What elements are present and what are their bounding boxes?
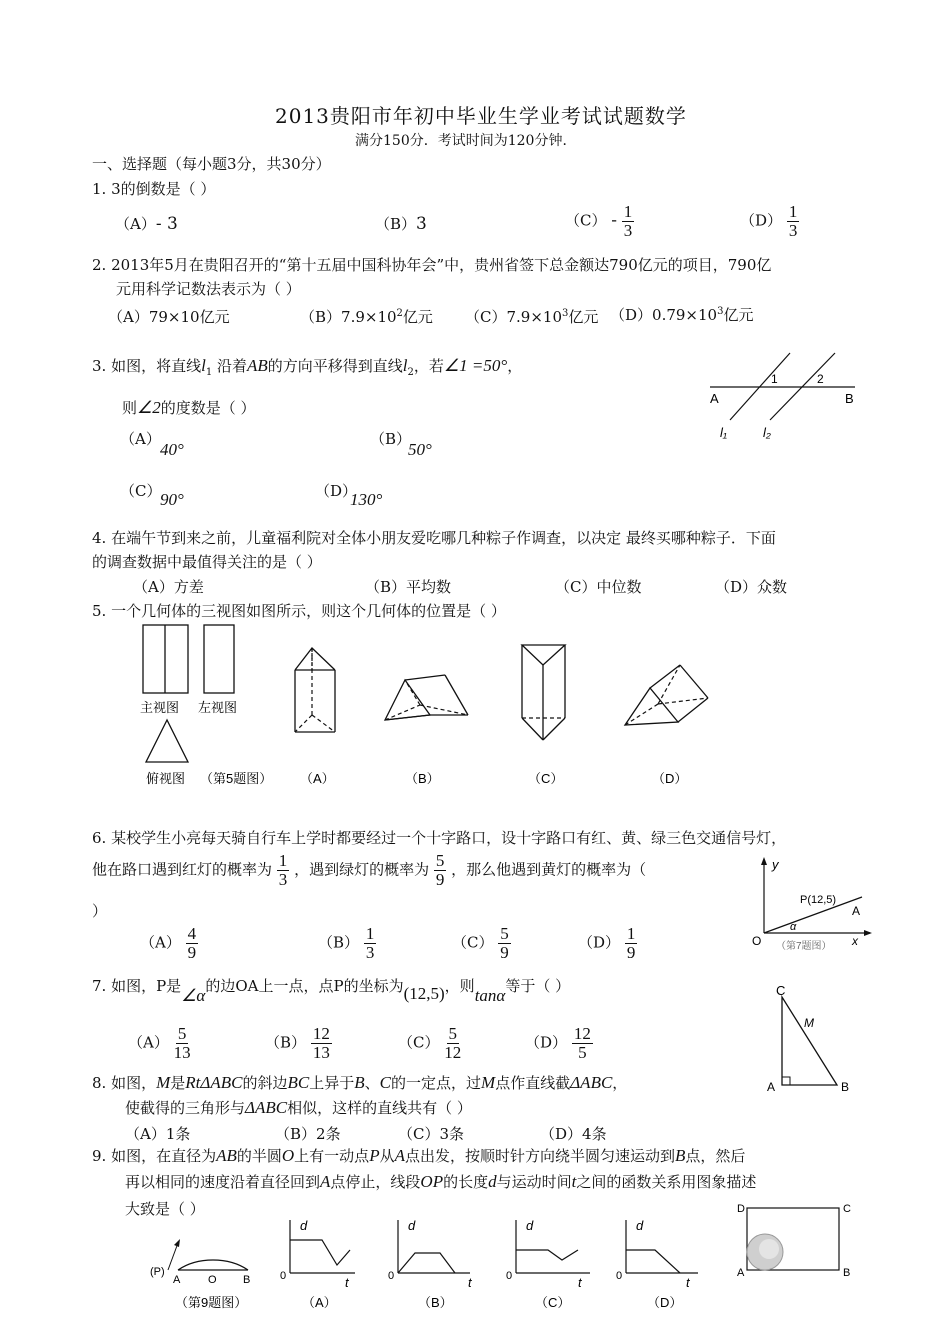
numerator: 5	[435, 851, 445, 870]
option-d-label: （D）	[652, 771, 688, 786]
unit: 亿元	[402, 308, 433, 326]
q9-line3: 大致是（ ）	[125, 1200, 205, 1218]
var-l1: l	[201, 356, 206, 375]
option-label: （A）	[108, 308, 149, 326]
exponent: 3	[717, 306, 724, 317]
vertex-d: D	[737, 1203, 745, 1215]
point-m: M	[804, 1016, 814, 1030]
origin: 0	[388, 1270, 395, 1282]
option-label: （C）	[452, 933, 494, 952]
option-label: （A）	[140, 933, 181, 952]
page-title: 2013贵阳市年初中毕业生学业考试试题数学	[275, 104, 687, 128]
text: 点停止，线段	[330, 1173, 421, 1191]
q8-option-d: （D）4条	[540, 1125, 607, 1143]
q3-option-b	[370, 428, 411, 449]
axis-y: y	[772, 857, 779, 872]
origin: 0	[506, 1270, 513, 1282]
left-view-label: 左视图	[198, 700, 238, 715]
q3-figure	[705, 345, 865, 445]
graph-a-label: （A）	[302, 1295, 337, 1310]
denominator: 5	[578, 1042, 587, 1062]
axis-d: d	[526, 1218, 534, 1233]
alpha-label: α	[790, 921, 797, 933]
q3-option-a-value: 40°	[160, 440, 184, 459]
q8-line1	[92, 1072, 627, 1093]
q6-line3: ）	[92, 902, 108, 920]
option-label: （B）	[375, 215, 417, 233]
var-triangle: ΔABC	[570, 1073, 613, 1092]
text: 的长度	[443, 1173, 489, 1191]
denominator: 3	[278, 869, 288, 889]
axis-t: t	[468, 1275, 472, 1290]
label-o: O	[208, 1274, 217, 1286]
q6-option-b	[318, 925, 376, 962]
fraction	[622, 203, 635, 240]
text: 使截得的三角形与	[125, 1099, 246, 1117]
numerator: 12	[312, 1024, 330, 1043]
denominator: 13	[312, 1042, 330, 1062]
q5-stem: 5. 一个几何体的三视图如图所示，则这个几何体的位置是（ ）	[92, 602, 506, 620]
point-p-label: P(12,5)	[800, 894, 837, 906]
front-view-label: 主视图	[140, 700, 180, 715]
option-label: （A）	[120, 430, 161, 448]
denominator: 3	[623, 220, 633, 240]
graph-b	[388, 1218, 473, 1310]
fraction	[572, 1025, 593, 1062]
q2-line2: 元用科学记数法表示为（ ）	[116, 280, 301, 298]
fraction	[625, 925, 638, 962]
denominator: 9	[187, 942, 197, 962]
q6-option-d	[578, 925, 637, 962]
option-label: （C）	[398, 1033, 440, 1052]
vertex-b: B	[843, 1267, 851, 1279]
fraction-green	[434, 852, 447, 889]
text: 是	[170, 1074, 186, 1092]
numerator: 1	[278, 851, 288, 870]
graph-d	[616, 1218, 698, 1310]
q6-line1: 6. 某校学生小亮每天骑自行车上学时都要经过一个十字路口，设十字路口有红、黄、绿三色交通信号灯，	[92, 829, 787, 847]
graph-a	[280, 1218, 355, 1310]
text: 的度数是（ ）	[160, 399, 256, 417]
origin-label: O	[752, 934, 762, 948]
q7-option-a	[128, 1025, 191, 1062]
q8-line2	[125, 1097, 472, 1118]
text: 再以相同的速度沿着直径回到	[125, 1173, 321, 1191]
fraction-red	[277, 852, 290, 889]
var-t: t	[571, 1172, 577, 1191]
text: ，若	[413, 357, 444, 375]
q7-line1	[92, 975, 571, 1005]
text: ，	[612, 1074, 628, 1092]
numerator: 5	[500, 924, 509, 943]
option-value: 3	[416, 214, 427, 234]
top-view-label: 俯视图	[146, 771, 186, 786]
option-label: （A）	[128, 1033, 169, 1052]
section-heading: 一、选择题（每小题3分，共30分）	[92, 155, 331, 173]
q6-option-c	[452, 925, 511, 962]
q4-line2: 的调查数据中最值得关注的是（ ）	[92, 553, 322, 571]
option-label: （C）	[465, 308, 507, 326]
text: 上异于	[309, 1074, 355, 1092]
coordinate: (12,5)	[403, 984, 445, 1003]
option-label: （A）	[115, 215, 156, 233]
q8-triangle-figure	[762, 983, 857, 1098]
figure-caption: （第7题图）	[776, 941, 832, 952]
numerator: 1	[626, 924, 636, 943]
q3-option-a	[120, 428, 161, 449]
exponent: 3	[562, 308, 569, 319]
q3-option-d-value: 130°	[350, 490, 383, 509]
var-d: d	[488, 1172, 497, 1191]
option-label: （D）	[610, 306, 653, 324]
label-b: B	[243, 1274, 251, 1286]
var-ab: AB	[247, 356, 268, 375]
text: 9. 如图，在直径为	[92, 1147, 217, 1165]
vertex-c: C	[843, 1203, 851, 1215]
text: 与运动时间	[496, 1173, 572, 1191]
var-m: M	[481, 1073, 496, 1092]
option-label: （B）	[300, 308, 342, 326]
text: ，遇到绿灯的概率为	[294, 860, 430, 879]
q6-line2	[92, 852, 646, 889]
q2-line1: 2. 2013年5月在贵阳召开的“第十五届中国科协年会”中，贵州省签下总金额达790亿元的项目，790亿	[92, 256, 772, 274]
text: 的半圆	[236, 1147, 282, 1165]
option-a-label: （A）	[300, 771, 335, 786]
denominator: 13	[173, 1042, 191, 1062]
var-b: B	[354, 1073, 365, 1092]
fig-label-l2: l₂	[763, 425, 771, 440]
label-a: A	[173, 1274, 181, 1286]
q4-option-b: （B）平均数	[365, 578, 452, 596]
var-b: B	[675, 1146, 686, 1165]
axis-x: x	[852, 934, 858, 948]
var-l2: l	[402, 356, 408, 375]
axis-d: d	[408, 1218, 416, 1233]
text: 的方向平移得到直线	[267, 357, 403, 375]
option-c-label: （C）	[528, 771, 564, 786]
q8-option-c: （C）3条	[398, 1125, 465, 1143]
q4-option-d: （D）众数	[715, 578, 788, 596]
q9-line2	[125, 1171, 756, 1192]
text: 点作直线截	[495, 1074, 571, 1092]
tan-alpha: tanα	[474, 986, 506, 1005]
page-subtitle: 满分150分．考试时间为120分钟．	[355, 133, 577, 149]
minus-sign: -	[611, 210, 618, 231]
origin: 0	[616, 1270, 623, 1282]
numerator: 5	[448, 1024, 458, 1043]
q9-figure	[150, 1215, 710, 1315]
denominator: 3	[365, 942, 375, 962]
q3-line2	[122, 397, 256, 418]
text: 点出发，按顺时针方向绕半圆匀速运动到	[404, 1147, 675, 1165]
q6-option-a	[140, 925, 198, 962]
text: 8. 如图，	[92, 1074, 157, 1092]
denominator: 9	[500, 942, 509, 962]
text: 相似，这样的直线共有（ ）	[287, 1099, 472, 1117]
denominator: 9	[626, 942, 636, 962]
q1-option-b	[375, 213, 427, 234]
q4-line1: 4. 在端午节到来之前，儿童福利院对全体小朋友爱吃哪几种粽子作调查，以决定 最终买哪种粽子．下面	[92, 529, 776, 547]
fraction	[787, 203, 800, 240]
q2-option-d	[610, 304, 753, 325]
q3-option-b-value: 50°	[408, 440, 432, 459]
vertex-a: A	[737, 1267, 745, 1279]
option-label: （C）	[565, 211, 607, 230]
fraction	[174, 1025, 191, 1062]
text: ，	[507, 357, 523, 375]
text: 的一定点，过	[391, 1074, 482, 1092]
angle-alpha: ∠α	[181, 986, 206, 1005]
unit: 亿元	[723, 306, 754, 324]
q7-option-d	[525, 1025, 593, 1062]
q2-option-c	[465, 306, 598, 327]
option-b-label: （B）	[405, 771, 440, 786]
angle-1: ∠1 =50°	[443, 356, 508, 375]
q1-option-d	[740, 203, 799, 240]
vertex-b: B	[841, 1080, 850, 1094]
vertex-c: C	[776, 983, 786, 998]
sub: 2	[407, 367, 414, 378]
option-label: （B）	[265, 1033, 307, 1052]
label-p: (P)	[150, 1266, 165, 1278]
text: 从	[379, 1147, 395, 1165]
text: 点，然后	[685, 1147, 746, 1165]
q9-line1	[92, 1145, 745, 1166]
exponent: 2	[396, 308, 403, 319]
q10-rectangle-figure	[735, 1200, 860, 1285]
unit: 亿元	[568, 308, 599, 326]
var-bc: BC	[287, 1073, 310, 1092]
q2-option-b	[300, 306, 433, 327]
sub: 1	[205, 367, 213, 378]
origin: 0	[280, 1270, 287, 1282]
var-m: M	[156, 1073, 171, 1092]
point-a-label: A	[852, 904, 861, 918]
fraction	[186, 925, 199, 962]
fraction	[311, 1025, 332, 1062]
q1-option-c	[565, 203, 634, 240]
graph-c-label: （C）	[535, 1295, 571, 1310]
text: 的斜边	[242, 1074, 288, 1092]
option-label: （D）	[315, 482, 358, 500]
numerator: 1	[623, 202, 633, 221]
text: 他在路口遇到红灯的概率为	[92, 860, 273, 879]
option-value: 0.79×10	[652, 306, 718, 324]
option-value: 79×10	[148, 308, 200, 326]
axis-d: d	[300, 1218, 308, 1233]
text: 、	[364, 1074, 380, 1092]
q3-line1	[92, 355, 522, 378]
q7-angle-figure	[752, 855, 872, 952]
denominator: 12	[444, 1042, 462, 1062]
option-label: （D）	[578, 933, 621, 952]
angle-2: ∠2	[137, 398, 161, 417]
text: 沿着	[216, 357, 247, 375]
q8-option-a: （A）1条	[125, 1125, 191, 1143]
graph-b-label: （B）	[418, 1295, 453, 1310]
text: 3. 如图，将直线	[92, 357, 202, 375]
denominator: 3	[788, 220, 798, 240]
q7-option-b	[265, 1025, 332, 1062]
option-label: （B）	[318, 933, 360, 952]
fraction	[444, 1025, 461, 1062]
var-o: O	[281, 1146, 295, 1165]
text: ，则	[444, 977, 475, 995]
numerator: 4	[187, 924, 197, 943]
text: 上有一动点	[294, 1147, 370, 1165]
unit: 亿元	[199, 308, 230, 326]
var-a: A	[320, 1172, 331, 1191]
q1-stem: 1. 3的倒数是（ ）	[92, 180, 216, 198]
q3-option-c-value: 90°	[160, 490, 184, 509]
axis-t: t	[578, 1275, 582, 1290]
option-label: （D）	[740, 211, 783, 230]
graph-d-label: （D）	[647, 1295, 683, 1310]
q8-option-b: （B）2条	[275, 1125, 341, 1143]
option-label: （B）	[370, 430, 412, 448]
option-label: （D）	[525, 1033, 568, 1052]
q2-option-a	[108, 306, 230, 327]
option-value: 7.9×10	[506, 308, 562, 326]
option-value: 7.9×10	[341, 308, 397, 326]
q1-option-a	[115, 213, 178, 234]
q4-option-c: （C）中位数	[555, 578, 642, 596]
text: 的边OA上一点，点P的坐标为	[205, 977, 404, 995]
numerator: 12	[573, 1024, 591, 1043]
option-value: - 3	[155, 214, 178, 234]
figure-caption: （第9题图）	[175, 1295, 248, 1310]
text: ，那么他遇到黄灯的概率为（	[451, 860, 647, 879]
var-a: A	[394, 1146, 405, 1165]
q7-option-c	[398, 1025, 461, 1062]
fig-label-l1: l₁	[720, 425, 727, 440]
var-rt-abc: RtΔABC	[185, 1073, 243, 1092]
fig-label-2: 2	[817, 372, 824, 386]
var-ab: AB	[216, 1146, 237, 1165]
figure-caption: （第5题图）	[200, 771, 273, 786]
fig-label-a: A	[710, 391, 719, 406]
option-label: （C）	[120, 482, 162, 500]
q4-option-a: （A）方差	[133, 578, 204, 596]
graph-c	[506, 1218, 590, 1310]
fraction	[498, 925, 511, 962]
q5-figure	[130, 620, 730, 795]
var-p: P	[369, 1146, 380, 1165]
numerator: 1	[365, 924, 375, 943]
denominator: 9	[435, 869, 445, 889]
var-op: OP	[420, 1172, 444, 1191]
text: 则	[122, 399, 138, 417]
numerator: 5	[177, 1024, 187, 1043]
axis-t: t	[345, 1275, 349, 1290]
fig-label-b: B	[845, 391, 854, 406]
fig-label-1: 1	[771, 372, 778, 386]
axis-d: d	[636, 1218, 644, 1233]
axis-t: t	[686, 1275, 690, 1290]
numerator: 1	[788, 202, 798, 221]
var-triangle: ΔABC	[245, 1098, 288, 1117]
text: 之间的函数关系用图象描述	[576, 1173, 757, 1191]
var-c: C	[379, 1073, 391, 1092]
fraction	[364, 925, 377, 962]
text: 等于（ ）	[505, 977, 571, 995]
text: 7. 如图，P是	[92, 977, 182, 995]
q3-option-c	[120, 480, 161, 501]
vertex-a: A	[767, 1080, 776, 1094]
